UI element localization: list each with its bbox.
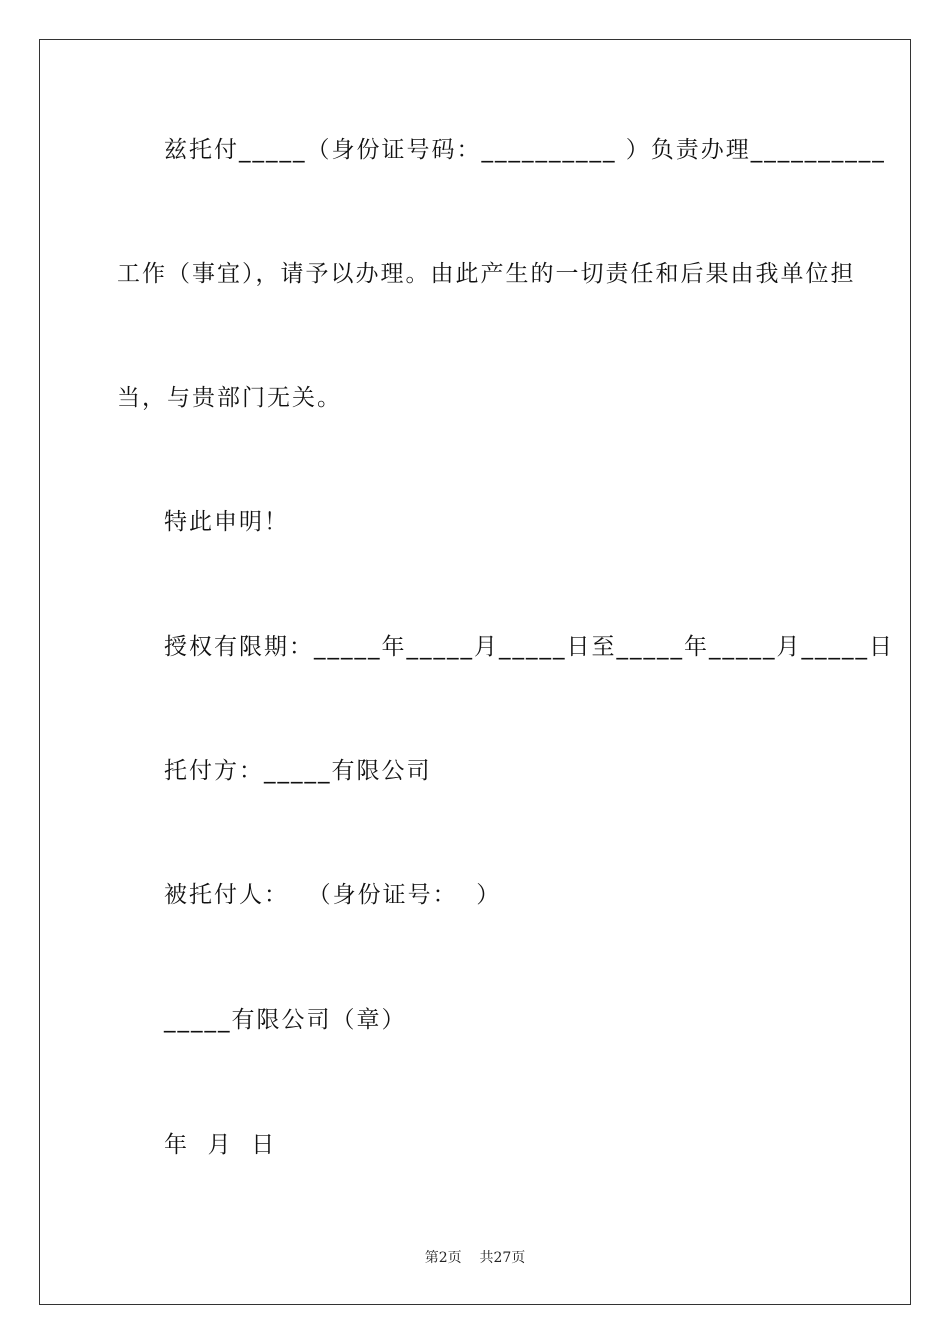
- page-number-footer: 第2页 共27页: [424, 1250, 526, 1266]
- company-seal-line: _____有限公司（章）: [164, 1007, 407, 1033]
- date-line: 年 月 日: [164, 1132, 277, 1158]
- page-border: [39, 39, 911, 1305]
- validity-period-line: 授权有限期：_____年_____月_____日至_____年_____月_____日: [164, 634, 894, 660]
- entrusted-person-line: 被托付人： （身份证号： ）: [164, 882, 502, 908]
- entrusting-party-line: 托付方：_____有限公司: [164, 758, 432, 784]
- entrust-paragraph-line-1: 兹托付_____（身份证号码：__________ ）负责办理__________: [164, 137, 886, 163]
- entrust-paragraph-line-3: 当，与贵部门无关。: [117, 385, 342, 411]
- declaration-line: 特此申明！: [164, 509, 289, 535]
- entrust-paragraph-line-2: 工作（事宜），请予以办理。由此产生的一切责任和后果由我单位担: [117, 261, 856, 287]
